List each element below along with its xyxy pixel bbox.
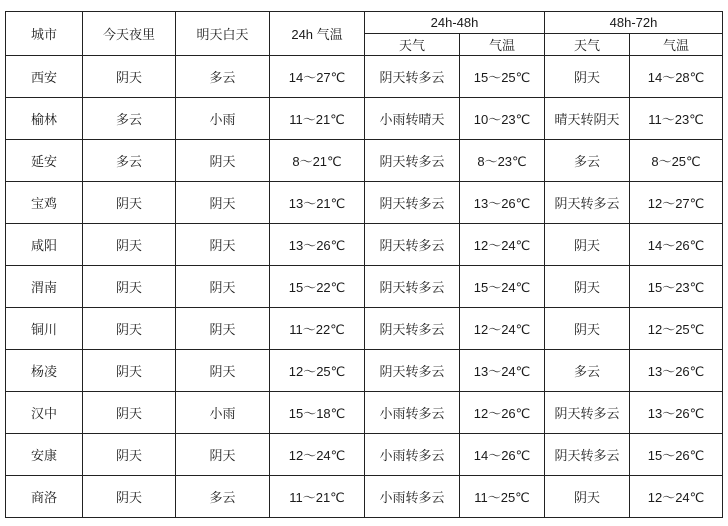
cell-temp-24h: 14～27℃ xyxy=(270,56,365,98)
cell-weather-72h: 多云 xyxy=(545,140,630,182)
header-tomorrow-day: 明天白天 xyxy=(176,12,270,56)
cell-temp-48h: 12～26℃ xyxy=(460,392,545,434)
cell-temp-48h: 8～23℃ xyxy=(460,140,545,182)
header-weather-48h: 天气 xyxy=(365,34,460,56)
weather-forecast-table xyxy=(5,11,723,518)
cell-tonight: 阴天 xyxy=(83,434,176,476)
table-row xyxy=(6,182,723,224)
cell-weather-48h: 小雨转多云 xyxy=(365,434,460,476)
cell-temp-72h: 12～24℃ xyxy=(630,476,723,518)
cell-weather-72h: 多云 xyxy=(545,350,630,392)
cell-temp-48h: 14～26℃ xyxy=(460,434,545,476)
cell-temp-48h: 12～24℃ xyxy=(460,224,545,266)
table-row xyxy=(6,434,723,476)
cell-temp-48h: 12～24℃ xyxy=(460,308,545,350)
cell-temp-24h: 13～21℃ xyxy=(270,182,365,224)
cell-weather-72h: 阴天 xyxy=(545,476,630,518)
cell-weather-48h: 阴天转多云 xyxy=(365,182,460,224)
table-header xyxy=(6,12,723,56)
cell-temp-48h: 15～25℃ xyxy=(460,56,545,98)
table-row xyxy=(6,266,723,308)
cell-temp-48h: 10～23℃ xyxy=(460,98,545,140)
cell-temp-24h: 15～18℃ xyxy=(270,392,365,434)
cell-weather-48h: 小雨转多云 xyxy=(365,476,460,518)
cell-weather-72h: 阴天 xyxy=(545,56,630,98)
cell-tomorrow: 阴天 xyxy=(176,182,270,224)
cell-weather-72h: 阴天转多云 xyxy=(545,392,630,434)
cell-weather-48h: 小雨转多云 xyxy=(365,392,460,434)
header-tonight: 今天夜里 xyxy=(83,12,176,56)
table-row xyxy=(6,56,723,98)
cell-tomorrow: 阴天 xyxy=(176,350,270,392)
table-row xyxy=(6,476,723,518)
cell-tonight: 阴天 xyxy=(83,266,176,308)
cell-temp-48h: 13～24℃ xyxy=(460,350,545,392)
cell-temp-24h: 13～26℃ xyxy=(270,224,365,266)
cell-tonight: 阴天 xyxy=(83,182,176,224)
cell-tonight: 阴天 xyxy=(83,476,176,518)
cell-tomorrow: 阴天 xyxy=(176,434,270,476)
cell-temp-72h: 12～27℃ xyxy=(630,182,723,224)
cell-weather-72h: 晴天转阴天 xyxy=(545,98,630,140)
cell-city: 宝鸡 xyxy=(6,182,83,224)
cell-weather-48h: 阴天转多云 xyxy=(365,350,460,392)
cell-weather-48h: 小雨转晴天 xyxy=(365,98,460,140)
header-temperature-48h: 气温 xyxy=(460,34,545,56)
table-row xyxy=(6,224,723,266)
header-city: 城市 xyxy=(6,12,83,56)
cell-temp-24h: 11～21℃ xyxy=(270,476,365,518)
cell-city: 咸阳 xyxy=(6,224,83,266)
cell-temp-24h: 12～25℃ xyxy=(270,350,365,392)
cell-temp-24h: 11～21℃ xyxy=(270,98,365,140)
cell-temp-24h: 11～22℃ xyxy=(270,308,365,350)
cell-temp-72h: 15～23℃ xyxy=(630,266,723,308)
cell-tonight: 多云 xyxy=(83,140,176,182)
cell-city: 西安 xyxy=(6,56,83,98)
cell-tonight: 阴天 xyxy=(83,392,176,434)
cell-temp-24h: 12～24℃ xyxy=(270,434,365,476)
cell-weather-48h: 阴天转多云 xyxy=(365,224,460,266)
cell-tonight: 阴天 xyxy=(83,308,176,350)
cell-city: 渭南 xyxy=(6,266,83,308)
cell-city: 杨凌 xyxy=(6,350,83,392)
header-temp-24h: 24h 气温 xyxy=(270,12,365,56)
header-range-24-48h: 24h-48h xyxy=(365,12,545,34)
cell-weather-72h: 阴天 xyxy=(545,308,630,350)
cell-city: 安康 xyxy=(6,434,83,476)
cell-tomorrow: 小雨 xyxy=(176,98,270,140)
cell-tomorrow: 多云 xyxy=(176,476,270,518)
cell-weather-72h: 阴天转多云 xyxy=(545,434,630,476)
cell-tonight: 阴天 xyxy=(83,350,176,392)
cell-temp-72h: 13～26℃ xyxy=(630,350,723,392)
forecast-table-container xyxy=(5,11,723,518)
table-row xyxy=(6,350,723,392)
table-body xyxy=(6,56,723,518)
cell-weather-48h: 阴天转多云 xyxy=(365,56,460,98)
cell-temp-72h: 14～26℃ xyxy=(630,224,723,266)
cell-tomorrow: 阴天 xyxy=(176,308,270,350)
cell-city: 延安 xyxy=(6,140,83,182)
header-weather-72h: 天气 xyxy=(545,34,630,56)
cell-temp-72h: 12～25℃ xyxy=(630,308,723,350)
cell-temp-48h: 15～24℃ xyxy=(460,266,545,308)
cell-city: 汉中 xyxy=(6,392,83,434)
table-row xyxy=(6,98,723,140)
cell-temp-72h: 11～23℃ xyxy=(630,98,723,140)
cell-weather-72h: 阴天转多云 xyxy=(545,182,630,224)
cell-tomorrow: 小雨 xyxy=(176,392,270,434)
cell-tomorrow: 阴天 xyxy=(176,140,270,182)
cell-weather-48h: 阴天转多云 xyxy=(365,140,460,182)
cell-tomorrow: 阴天 xyxy=(176,224,270,266)
table-row xyxy=(6,140,723,182)
cell-tonight: 阴天 xyxy=(83,224,176,266)
table-row xyxy=(6,392,723,434)
cell-temp-48h: 11～25℃ xyxy=(460,476,545,518)
cell-weather-48h: 阴天转多云 xyxy=(365,266,460,308)
cell-tomorrow: 阴天 xyxy=(176,266,270,308)
cell-temp-24h: 15～22℃ xyxy=(270,266,365,308)
cell-weather-72h: 阴天 xyxy=(545,224,630,266)
cell-temp-24h: 8～21℃ xyxy=(270,140,365,182)
cell-temp-48h: 13～26℃ xyxy=(460,182,545,224)
cell-weather-48h: 阴天转多云 xyxy=(365,308,460,350)
cell-temp-72h: 13～26℃ xyxy=(630,392,723,434)
cell-city: 榆林 xyxy=(6,98,83,140)
cell-temp-72h: 15～26℃ xyxy=(630,434,723,476)
cell-temp-72h: 8～25℃ xyxy=(630,140,723,182)
cell-tonight: 多云 xyxy=(83,98,176,140)
header-range-48-72h: 48h-72h xyxy=(545,12,723,34)
table-row xyxy=(6,308,723,350)
cell-city: 商洛 xyxy=(6,476,83,518)
cell-weather-72h: 阴天 xyxy=(545,266,630,308)
cell-tonight: 阴天 xyxy=(83,56,176,98)
cell-temp-72h: 14～28℃ xyxy=(630,56,723,98)
header-temperature-72h: 气温 xyxy=(630,34,723,56)
cell-city: 铜川 xyxy=(6,308,83,350)
cell-tomorrow: 多云 xyxy=(176,56,270,98)
